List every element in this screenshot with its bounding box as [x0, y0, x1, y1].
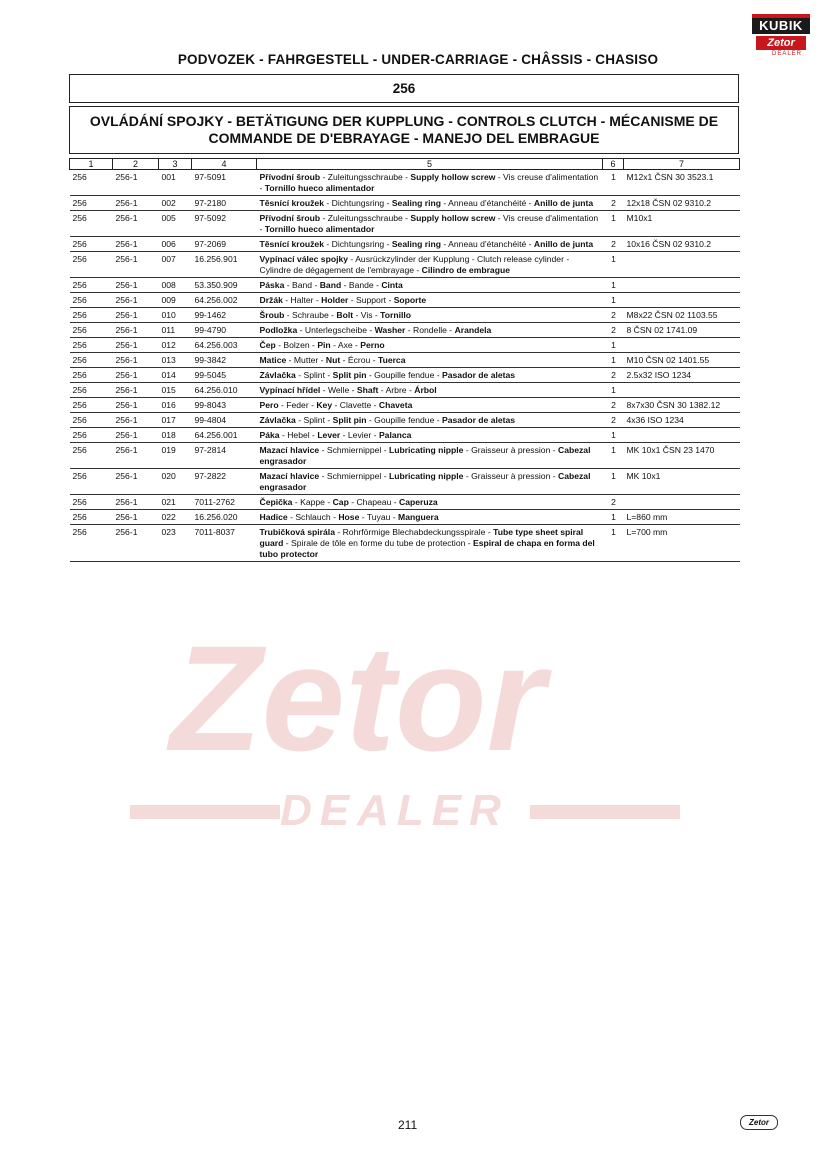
- standard-cell: MK 10x1 ČSN 23 1470: [624, 443, 740, 469]
- quantity-cell: 2: [603, 308, 624, 323]
- desc-name-en: Lever: [317, 430, 341, 440]
- quantity-cell: 1: [603, 510, 624, 525]
- desc-name-fr: - Bande -: [341, 280, 382, 290]
- group-cell: 256: [70, 428, 113, 443]
- desc-name-cs: Vypínací hřídel: [259, 385, 321, 395]
- desc-name-en: Shaft: [356, 385, 379, 395]
- description-cell: [257, 510, 603, 525]
- subgroup-cell: 256-1: [113, 413, 159, 428]
- table-row: [70, 495, 740, 510]
- quantity-cell: 2: [603, 368, 624, 383]
- group-cell: 256: [70, 368, 113, 383]
- subgroup-cell: 256-1: [113, 211, 159, 237]
- standard-cell: 4x36 ISO 1234: [624, 413, 740, 428]
- description-cell: [257, 170, 603, 196]
- subgroup-cell: 256-1: [113, 398, 159, 413]
- position-cell: 021: [159, 495, 192, 510]
- desc-name-fr: - Levier -: [340, 430, 379, 440]
- quantity-cell: 1: [603, 443, 624, 469]
- table-row: [70, 368, 740, 383]
- col-header-1: 1: [70, 159, 113, 170]
- desc-name-de: - Ausrückzylinder der Kupplung - Clutch release cylinder - Cylindre de dégagement de l'embrayage -: [259, 254, 570, 275]
- desc-name-cs: Šroub: [259, 310, 285, 320]
- desc-name-es: Arandela: [454, 325, 492, 335]
- desc-name-es: Espiral de chapa en forma del tubo protector: [259, 538, 595, 559]
- quantity-cell: 2: [603, 323, 624, 338]
- desc-name-cs: Závlačka: [259, 370, 296, 380]
- table-row: [70, 293, 740, 308]
- standard-cell: M10x1: [624, 211, 740, 237]
- desc-name-en: Band: [319, 280, 342, 290]
- desc-name-es: Soporte: [393, 295, 427, 305]
- desc-name-en: Key: [316, 400, 333, 410]
- desc-name-fr: - Goupille fendue -: [366, 370, 442, 380]
- position-cell: 013: [159, 353, 192, 368]
- desc-name-fr: - Spirale de tôle en forme du tube de protection -: [283, 538, 474, 548]
- desc-name-en: Nut: [325, 355, 341, 365]
- position-cell: 023: [159, 525, 192, 562]
- position-cell: 007: [159, 252, 192, 278]
- desc-name-cs: Těsnící kroužek: [259, 239, 324, 249]
- part-number-cell: 97-5092: [192, 211, 257, 237]
- standard-cell: M10 ČSN 02 1401.55: [624, 353, 740, 368]
- position-cell: 002: [159, 196, 192, 211]
- description-cell: [257, 398, 603, 413]
- subgroup-cell: 256-1: [113, 368, 159, 383]
- desc-name-en: Split pin: [332, 370, 367, 380]
- desc-name-fr: - Graisseur à pression -: [463, 445, 558, 455]
- quantity-cell: 2: [603, 398, 624, 413]
- desc-name-es: Pasador de aletas: [442, 415, 516, 425]
- desc-name-es: Caperuza: [399, 497, 438, 507]
- table-row: [70, 525, 740, 562]
- subgroup-cell: 256-1: [113, 252, 159, 278]
- standard-cell: 2.5x32 ISO 1234: [624, 368, 740, 383]
- desc-name-de: - Splint -: [295, 370, 333, 380]
- desc-name-en: Split pin: [332, 415, 367, 425]
- part-number-cell: 7011-2762: [192, 495, 257, 510]
- description-cell: [257, 293, 603, 308]
- quantity-cell: 1: [603, 428, 624, 443]
- desc-name-fr: - Vis creuse d'alimentation -: [259, 213, 599, 234]
- table-row: [70, 237, 740, 252]
- position-cell: 012: [159, 338, 192, 353]
- col-header-4: 4: [192, 159, 257, 170]
- desc-name-fr: - Tuyau -: [359, 512, 399, 522]
- quantity-cell: 2: [603, 237, 624, 252]
- desc-name-cs: Čepička: [259, 497, 293, 507]
- subgroup-cell: 256-1: [113, 428, 159, 443]
- part-number-cell: 64.256.003: [192, 338, 257, 353]
- part-number-cell: 99-8043: [192, 398, 257, 413]
- group-cell: 256: [70, 252, 113, 278]
- position-cell: 011: [159, 323, 192, 338]
- desc-name-de: - Mutter -: [286, 355, 326, 365]
- desc-name-es: Tornillo hueco alimentador: [264, 224, 375, 234]
- position-cell: 008: [159, 278, 192, 293]
- desc-name-cs: Přívodní šroub: [259, 172, 321, 182]
- table-row: [70, 398, 740, 413]
- desc-name-es: Tornillo: [380, 310, 412, 320]
- desc-name-de: - Schraube -: [284, 310, 337, 320]
- subgroup-cell: 256-1: [113, 338, 159, 353]
- group-cell: 256: [70, 413, 113, 428]
- table-row: [70, 338, 740, 353]
- desc-name-cs: Podložka: [259, 325, 298, 335]
- page-header: PODVOZEK - FAHRGESTELL - UNDER-CARRIAGE - CHÂSSIS - CHASISO: [177, 52, 659, 67]
- desc-name-es: Tornillo hueco alimentador: [264, 183, 375, 193]
- position-cell: 001: [159, 170, 192, 196]
- quantity-cell: 1: [603, 252, 624, 278]
- position-cell: 009: [159, 293, 192, 308]
- desc-name-es: Perno: [360, 340, 385, 350]
- subgroup-cell: 256-1: [113, 510, 159, 525]
- desc-name-es: Anillo de junta: [533, 239, 594, 249]
- col-header-2: 2: [113, 159, 159, 170]
- logo-zetor-text: Zetor: [756, 36, 806, 50]
- description-cell: [257, 237, 603, 252]
- desc-name-es: Anillo de junta: [533, 198, 594, 208]
- description-cell: [257, 495, 603, 510]
- desc-name-en: Holder: [321, 295, 349, 305]
- desc-name-es: Cilindro de embrague: [421, 265, 510, 275]
- quantity-cell: 1: [603, 170, 624, 196]
- zetor-dealer-watermark: [130, 600, 690, 860]
- group-cell: 256: [70, 383, 113, 398]
- position-cell: 017: [159, 413, 192, 428]
- desc-name-de: - Band -: [284, 280, 320, 290]
- table-row: [70, 443, 740, 469]
- desc-name-en: Sealing ring: [391, 239, 441, 249]
- quantity-cell: 1: [603, 278, 624, 293]
- desc-name-de: - Splint -: [295, 415, 333, 425]
- standard-cell: 8x7x30 ČSN 30 1382.12: [624, 398, 740, 413]
- part-number-cell: 97-2822: [192, 469, 257, 495]
- section-title-box: [69, 106, 739, 154]
- desc-name-de: - Dichtungsring -: [323, 198, 392, 208]
- desc-name-en: Supply hollow screw: [410, 172, 496, 182]
- table-row: [70, 353, 740, 368]
- description-cell: [257, 308, 603, 323]
- table-row: [70, 308, 740, 323]
- part-number-cell: 64.256.010: [192, 383, 257, 398]
- standard-cell: [624, 252, 740, 278]
- footer-zetor-logo: Zetor: [740, 1115, 778, 1130]
- part-number-cell: 64.256.001: [192, 428, 257, 443]
- part-number-cell: 99-4804: [192, 413, 257, 428]
- desc-name-es: Cabezal engrasador: [259, 471, 591, 492]
- table-row: [70, 170, 740, 196]
- quantity-cell: 1: [603, 338, 624, 353]
- standard-cell: L=700 mm: [624, 525, 740, 562]
- desc-name-de: - Welle -: [320, 385, 357, 395]
- desc-name-fr: - Écrou -: [340, 355, 378, 365]
- part-number-cell: 53.350.909: [192, 278, 257, 293]
- desc-name-de: - Feder -: [278, 400, 317, 410]
- position-cell: 015: [159, 383, 192, 398]
- desc-name-de: - Unterlegscheibe -: [297, 325, 375, 335]
- col-header-7: 7: [624, 159, 740, 170]
- part-number-cell: 99-3842: [192, 353, 257, 368]
- group-cell: 256: [70, 338, 113, 353]
- desc-name-de: - Zuleitungsschraube -: [320, 213, 411, 223]
- desc-name-cs: Mazací hlavice: [259, 445, 320, 455]
- group-cell: 256: [70, 469, 113, 495]
- subgroup-cell: 256-1: [113, 443, 159, 469]
- table-row: [70, 413, 740, 428]
- group-cell: 256: [70, 353, 113, 368]
- subgroup-cell: 256-1: [113, 323, 159, 338]
- desc-name-fr: - Graisseur à pression -: [463, 471, 558, 481]
- quantity-cell: 1: [603, 211, 624, 237]
- desc-name-cs: Trubičková spirála: [259, 527, 335, 537]
- description-cell: [257, 525, 603, 562]
- group-cell: 256: [70, 398, 113, 413]
- subgroup-cell: 256-1: [113, 237, 159, 252]
- description-cell: [257, 196, 603, 211]
- desc-name-fr: - Arbre -: [378, 385, 415, 395]
- desc-name-en: Hose: [338, 512, 360, 522]
- desc-name-cs: Páka: [259, 430, 280, 440]
- group-cell: 256: [70, 495, 113, 510]
- desc-name-cs: Závlačka: [259, 415, 296, 425]
- description-cell: [257, 353, 603, 368]
- standard-cell: [624, 278, 740, 293]
- desc-name-cs: Páska: [259, 280, 285, 290]
- desc-name-de: - Zuleitungsschraube -: [320, 172, 411, 182]
- group-cell: 256: [70, 293, 113, 308]
- part-number-cell: 16.256.020: [192, 510, 257, 525]
- position-cell: 014: [159, 368, 192, 383]
- desc-name-fr: - Axe -: [330, 340, 361, 350]
- part-number-cell: 99-1462: [192, 308, 257, 323]
- col-header-5: 5: [257, 159, 603, 170]
- description-cell: [257, 428, 603, 443]
- subgroup-cell: 256-1: [113, 293, 159, 308]
- desc-name-de: - Rohrförmige Blechabdeckungsspirale -: [334, 527, 494, 537]
- desc-name-es: Manguera: [398, 512, 439, 522]
- logo-dealer-text: DEALER: [772, 51, 803, 57]
- desc-name-en: Tube type sheet spiral guard: [259, 527, 584, 548]
- desc-name-es: Pasador de aletas: [442, 370, 516, 380]
- standard-cell: L=860 mm: [624, 510, 740, 525]
- standard-cell: 10x16 ČSN 02 9310.2: [624, 237, 740, 252]
- standard-cell: [624, 383, 740, 398]
- part-number-cell: 97-2814: [192, 443, 257, 469]
- standard-cell: 8 ČSN 02 1741.09: [624, 323, 740, 338]
- table-header-row: [70, 159, 740, 170]
- subgroup-cell: 256-1: [113, 469, 159, 495]
- subgroup-cell: 256-1: [113, 170, 159, 196]
- description-cell: [257, 368, 603, 383]
- desc-name-fr: - Rondelle -: [405, 325, 455, 335]
- desc-name-fr: - Chapeau -: [348, 497, 400, 507]
- table-row: [70, 211, 740, 237]
- desc-name-en: Lubricating nipple: [388, 471, 464, 481]
- position-cell: 019: [159, 443, 192, 469]
- part-number-cell: 7011-8037: [192, 525, 257, 562]
- group-cell: 256: [70, 525, 113, 562]
- part-number-cell: 99-5045: [192, 368, 257, 383]
- position-cell: 022: [159, 510, 192, 525]
- standard-cell: 12x18 ČSN 02 9310.2: [624, 196, 740, 211]
- part-number-cell: 16.256.901: [192, 252, 257, 278]
- desc-name-fr: - Goupille fendue -: [366, 415, 442, 425]
- desc-name-en: Pin: [317, 340, 331, 350]
- standard-cell: [624, 495, 740, 510]
- position-cell: 005: [159, 211, 192, 237]
- desc-name-cs: Pero: [259, 400, 279, 410]
- position-cell: 016: [159, 398, 192, 413]
- desc-name-es: Cabezal engrasador: [259, 445, 591, 466]
- desc-name-cs: Mazací hlavice: [259, 471, 320, 481]
- page-number: 211: [398, 1118, 418, 1132]
- table-row: [70, 196, 740, 211]
- subgroup-cell: 256-1: [113, 278, 159, 293]
- desc-name-en: Washer: [374, 325, 406, 335]
- standard-cell: M8x22 ČSN 02 1103.55: [624, 308, 740, 323]
- desc-name-de: - Halter -: [282, 295, 322, 305]
- svg-text:DEALER: DEALER: [280, 786, 509, 835]
- parts-table: [69, 158, 740, 562]
- subgroup-cell: 256-1: [113, 196, 159, 211]
- description-cell: [257, 443, 603, 469]
- table-row: [70, 428, 740, 443]
- standard-cell: [624, 338, 740, 353]
- description-cell: [257, 383, 603, 398]
- desc-name-cs: Vypínací válec spojky: [259, 254, 349, 264]
- part-number-cell: 97-2180: [192, 196, 257, 211]
- col-header-3: 3: [159, 159, 192, 170]
- description-cell: [257, 338, 603, 353]
- desc-name-fr: - Anneau d'étanchéité -: [441, 198, 534, 208]
- subgroup-cell: 256-1: [113, 308, 159, 323]
- subgroup-cell: 256-1: [113, 495, 159, 510]
- standard-cell: MK 10x1: [624, 469, 740, 495]
- desc-name-cs: Těsnící kroužek: [259, 198, 324, 208]
- table-row: [70, 252, 740, 278]
- table-row: [70, 323, 740, 338]
- subgroup-cell: 256-1: [113, 353, 159, 368]
- desc-name-en: Bolt: [336, 310, 354, 320]
- description-cell: [257, 252, 603, 278]
- standard-cell: [624, 293, 740, 308]
- col-header-6: 6: [603, 159, 624, 170]
- desc-name-cs: Držák: [259, 295, 283, 305]
- group-cell: 256: [70, 443, 113, 469]
- desc-name-cs: Hadice: [259, 512, 288, 522]
- desc-name-es: Árbol: [414, 385, 437, 395]
- position-cell: 006: [159, 237, 192, 252]
- part-number-cell: 97-2069: [192, 237, 257, 252]
- desc-name-de: - Schlauch -: [287, 512, 339, 522]
- desc-name-de: - Schmiernippel -: [319, 445, 389, 455]
- table-row: [70, 469, 740, 495]
- desc-name-de: - Dichtungsring -: [323, 239, 392, 249]
- quantity-cell: 1: [603, 469, 624, 495]
- position-cell: 020: [159, 469, 192, 495]
- group-number: 256: [69, 74, 739, 103]
- desc-name-fr: - Anneau d'étanchéité -: [441, 239, 534, 249]
- parts-table-body: [70, 170, 740, 562]
- position-cell: 010: [159, 308, 192, 323]
- description-cell: [257, 469, 603, 495]
- description-cell: [257, 413, 603, 428]
- description-cell: [257, 323, 603, 338]
- desc-name-fr: - Clavette -: [332, 400, 379, 410]
- subgroup-cell: 256-1: [113, 383, 159, 398]
- quantity-cell: 1: [603, 383, 624, 398]
- desc-name-fr: - Vis -: [353, 310, 381, 320]
- desc-name-de: - Schmiernippel -: [319, 471, 389, 481]
- part-number-cell: 97-5091: [192, 170, 257, 196]
- desc-name-cs: Přívodní šroub: [259, 213, 321, 223]
- desc-name-es: Palanca: [378, 430, 412, 440]
- description-cell: [257, 211, 603, 237]
- desc-name-en: Supply hollow screw: [410, 213, 496, 223]
- desc-name-de: - Bolzen -: [275, 340, 318, 350]
- quantity-cell: 1: [603, 293, 624, 308]
- group-cell: 256: [70, 237, 113, 252]
- desc-name-es: Chaveta: [378, 400, 413, 410]
- desc-name-en: Cap: [332, 497, 349, 507]
- desc-name-cs: Čep: [259, 340, 276, 350]
- group-cell: 256: [70, 196, 113, 211]
- svg-text:Zetor: Zetor: [170, 614, 545, 782]
- desc-name-es: Tuerca: [377, 355, 406, 365]
- group-cell: 256: [70, 278, 113, 293]
- standard-cell: [624, 428, 740, 443]
- logo-kubik-text: KUBIK: [752, 18, 810, 34]
- standard-cell: M12x1 ČSN 30 3523.1: [624, 170, 740, 196]
- group-cell: 256: [70, 211, 113, 237]
- subgroup-cell: 256-1: [113, 525, 159, 562]
- section-title: OVLÁDÁNÍ SPOJKY - BETÄTIGUNG DER KUPPLUNG - CONTROLS CLUTCH - MÉCANISME DE COMMANDE DE D'EBRAYAGE - MANEJO DEL EMBRAGUE: [89, 113, 719, 146]
- desc-name-cs: Matice: [259, 355, 287, 365]
- desc-name-fr: - Vis creuse d'alimentation -: [259, 172, 599, 193]
- desc-name-en: Sealing ring: [391, 198, 441, 208]
- table-row: [70, 278, 740, 293]
- desc-name-fr: - Support -: [348, 295, 394, 305]
- desc-name-de: - Kappe -: [292, 497, 333, 507]
- desc-name-de: - Hebel -: [279, 430, 318, 440]
- table-row: [70, 383, 740, 398]
- desc-name-es: Cinta: [381, 280, 403, 290]
- table-row: [70, 510, 740, 525]
- description-cell: [257, 278, 603, 293]
- quantity-cell: 1: [603, 353, 624, 368]
- group-cell: 256: [70, 510, 113, 525]
- quantity-cell: 2: [603, 413, 624, 428]
- group-cell: 256: [70, 323, 113, 338]
- group-cell: 256: [70, 308, 113, 323]
- quantity-cell: 2: [603, 495, 624, 510]
- desc-name-en: Lubricating nipple: [388, 445, 464, 455]
- quantity-cell: 1: [603, 525, 624, 562]
- part-number-cell: 99-4790: [192, 323, 257, 338]
- part-number-cell: 64.256.002: [192, 293, 257, 308]
- quantity-cell: 2: [603, 196, 624, 211]
- group-cell: 256: [70, 170, 113, 196]
- position-cell: 018: [159, 428, 192, 443]
